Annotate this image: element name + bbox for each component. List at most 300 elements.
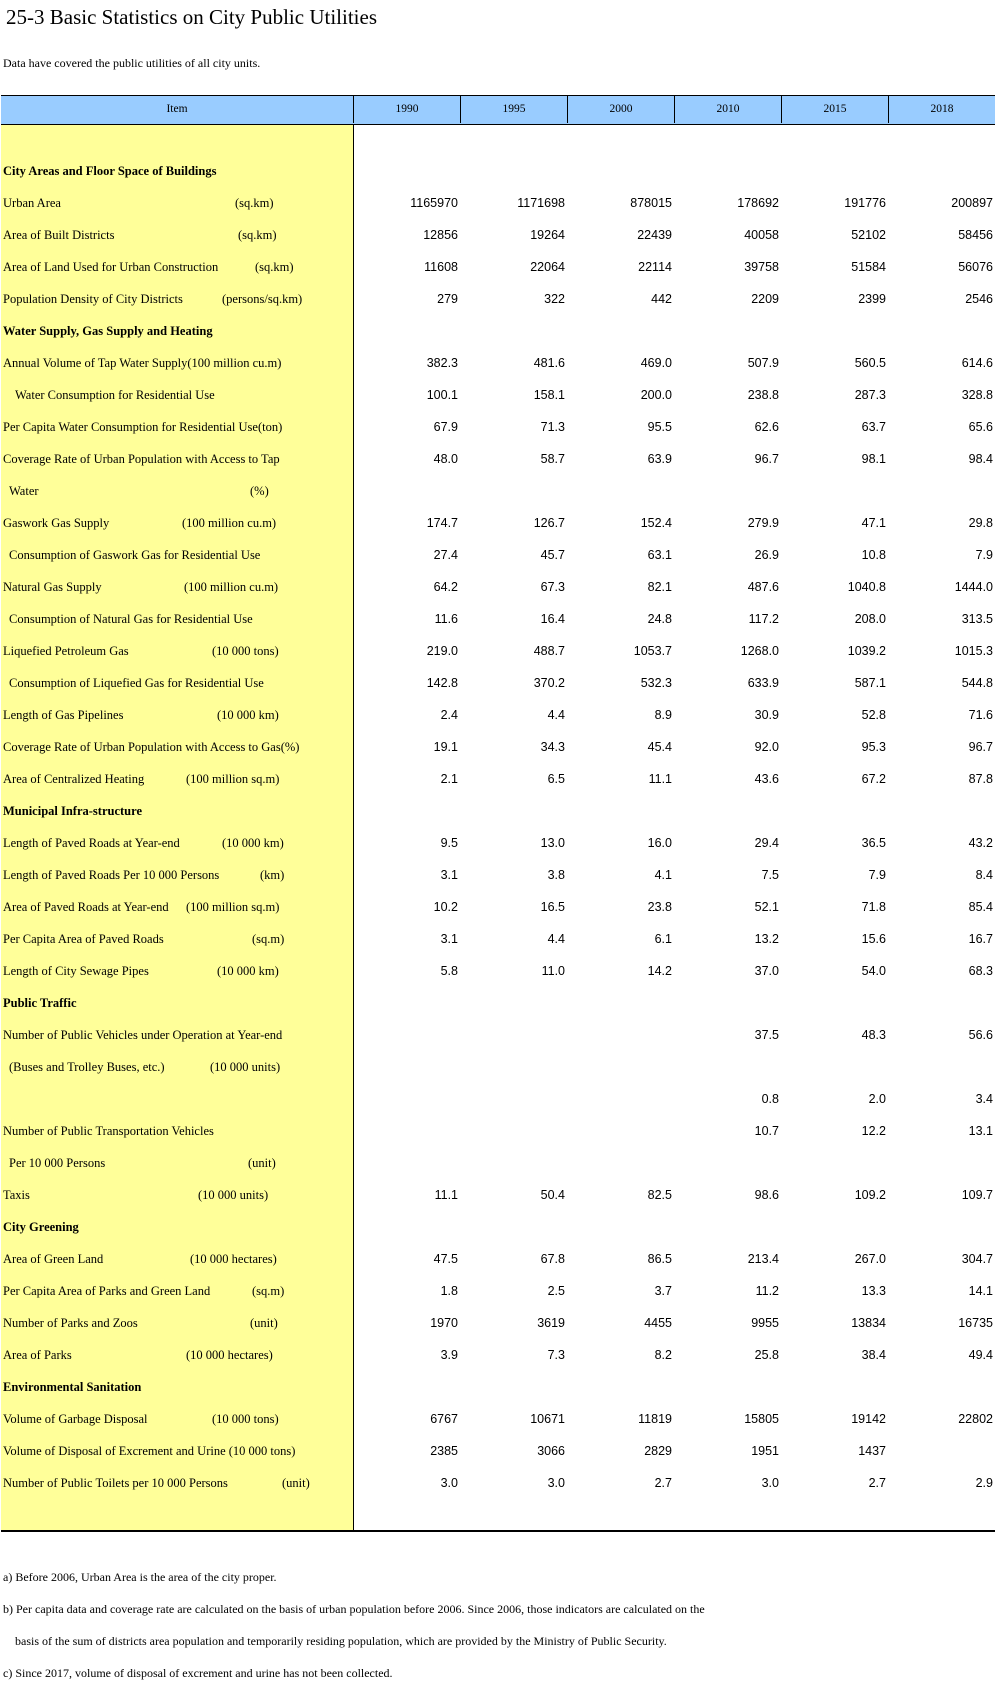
- row-label: Consumption of Gaswork Gas for Residential Use: [9, 548, 261, 562]
- table-row: [0, 1179, 996, 1211]
- cell-1995: [475, 1211, 565, 1243]
- cell-2000: 2829: [644, 1444, 672, 1458]
- cell-2015: [796, 475, 886, 507]
- cell-1990: 19.1: [433, 740, 458, 754]
- footnote-b-cont: basis of the sum of districts area population and temporarily residing population, which are provided by the Ministry of Public Security.: [15, 1634, 667, 1648]
- row-label: Water: [9, 484, 39, 498]
- cell-1995: 16.5: [540, 900, 565, 914]
- header-year-2015: 2015: [782, 96, 889, 123]
- row-label: Urban Area: [3, 196, 61, 210]
- cell-2000: [582, 1147, 672, 1179]
- row-label: Length of Paved Roads Per 10 000 Persons: [3, 868, 220, 882]
- cell-1990: 48.0: [433, 452, 458, 466]
- cell-2015: [796, 795, 886, 827]
- table-row: [0, 635, 996, 667]
- row-label: Per 10 000 Persons: [9, 1156, 106, 1170]
- row-label: Volume of Garbage Disposal: [3, 1412, 148, 1426]
- cell-1990: [368, 475, 458, 507]
- cell-1990: 12856: [423, 228, 458, 242]
- row-label: Length of Paved Roads at Year-end: [3, 836, 180, 850]
- cell-2000: 24.8: [647, 612, 672, 626]
- table-row: [0, 667, 996, 699]
- cell-2018: 56076: [958, 260, 993, 274]
- cell-1995: 34.3: [540, 740, 565, 754]
- cell-1990: 219.0: [426, 644, 458, 658]
- cell-1990: 27.4: [433, 548, 458, 562]
- cell-1990: [368, 1211, 458, 1243]
- cell-2010: 507.9: [747, 356, 779, 370]
- cell-1990: 10.2: [433, 900, 458, 914]
- table-row: [0, 923, 996, 955]
- row-label: Consumption of Natural Gas for Residential Use: [9, 612, 253, 626]
- cell-1995: 7.3: [547, 1348, 565, 1362]
- cell-2018: 58456: [958, 228, 993, 242]
- cell-1995: [475, 315, 565, 347]
- cell-2000: 1053.7: [633, 644, 672, 658]
- table-row: [0, 1339, 996, 1371]
- cell-2018: 13.1: [968, 1124, 993, 1138]
- cell-1990: [368, 987, 458, 1019]
- cell-1995: [475, 1147, 565, 1179]
- cell-1995: 4.4: [547, 708, 565, 722]
- row-unit: (sq.m): [252, 932, 285, 946]
- cell-2000: 23.8: [647, 900, 672, 914]
- cell-1990: 1.8: [440, 1284, 458, 1298]
- cell-2000: [582, 795, 672, 827]
- cell-1995: 126.7: [533, 516, 565, 530]
- cell-2010: 92.0: [754, 740, 779, 754]
- cell-1990: 64.2: [433, 580, 458, 594]
- cell-2010: [689, 1211, 779, 1243]
- cell-2000: 532.3: [640, 676, 672, 690]
- cell-1990: [368, 1147, 458, 1179]
- row-label: Number of Public Vehicles under Operation at Year-end: [3, 1028, 283, 1042]
- cell-2018: [903, 1147, 993, 1179]
- cell-2015: 15.6: [861, 932, 886, 946]
- cell-2010: [689, 987, 779, 1019]
- cell-2015: 52.8: [861, 708, 886, 722]
- cell-2000: 14.2: [647, 964, 672, 978]
- table-row: [0, 731, 996, 763]
- cell-2018: 98.4: [968, 452, 993, 466]
- row-unit: (100 million sq.m): [186, 900, 280, 914]
- cell-2015: 1437: [858, 1444, 886, 1458]
- cell-2010: 213.4: [747, 1252, 779, 1266]
- header-year-2010: 2010: [675, 96, 782, 123]
- cell-1995: 322: [544, 292, 565, 306]
- cell-2010: 279.9: [747, 516, 779, 530]
- cell-1995: 3619: [537, 1316, 565, 1330]
- cell-2015: [796, 1211, 886, 1243]
- row-label: Area of Built Districts: [3, 228, 115, 242]
- cell-2018: 544.8: [961, 676, 993, 690]
- cell-2000: 4455: [644, 1316, 672, 1330]
- cell-2015: 19142: [851, 1412, 886, 1426]
- cell-1990: [368, 795, 458, 827]
- cell-2018: [903, 987, 993, 1019]
- cell-1995: 10671: [530, 1412, 565, 1426]
- cell-2015: 54.0: [861, 964, 886, 978]
- cell-2018: [903, 1371, 993, 1403]
- cell-2018: 29.8: [968, 516, 993, 530]
- row-label: Annual Volume of Tap Water Supply(100 million cu.m): [3, 356, 282, 370]
- row-label: City Areas and Floor Space of Buildings: [3, 164, 217, 178]
- row-unit: (sq.km): [255, 260, 294, 274]
- cell-1995: 13.0: [540, 836, 565, 850]
- cell-1990: 2.4: [440, 708, 458, 722]
- cell-2010: 96.7: [754, 452, 779, 466]
- table-row: [0, 859, 996, 891]
- cell-2000: 878015: [630, 196, 672, 210]
- table-row: [0, 699, 996, 731]
- row-label: (Buses and Trolley Buses, etc.): [9, 1060, 165, 1074]
- cell-1990: [368, 1115, 458, 1147]
- cell-1995: 6.5: [547, 772, 565, 786]
- cell-2015: [796, 1051, 886, 1083]
- row-unit: (10 000 tons): [212, 644, 279, 658]
- cell-2000: 63.9: [647, 452, 672, 466]
- cell-1995: 11.0: [541, 964, 565, 978]
- cell-2015: 48.3: [861, 1028, 886, 1042]
- footnote-a: a) Before 2006, Urban Area is the area of the city proper.: [3, 1570, 277, 1584]
- cell-2000: 2.7: [654, 1476, 672, 1490]
- row-unit: (sq.km): [235, 196, 274, 210]
- table-row: [0, 507, 996, 539]
- cell-1990: 11.6: [434, 612, 458, 626]
- cell-1990: 3.9: [440, 1348, 458, 1362]
- cell-1990: 3.0: [440, 1476, 458, 1490]
- cell-2018: 16.7: [968, 932, 993, 946]
- cell-2000: [582, 155, 672, 187]
- table-row: [0, 955, 996, 987]
- cell-2015: 1039.2: [847, 644, 886, 658]
- cell-2010: [689, 1147, 779, 1179]
- table-row: [0, 539, 996, 571]
- cell-1995: 481.6: [533, 356, 565, 370]
- cell-2015: 208.0: [854, 612, 886, 626]
- cell-2015: 191776: [844, 196, 886, 210]
- cell-2010: 1268.0: [740, 644, 779, 658]
- cell-2015: 7.9: [868, 868, 886, 882]
- cell-1990: 11.1: [434, 1188, 458, 1202]
- row-unit: (10 000 tons): [212, 1412, 279, 1426]
- cell-1990: 279: [437, 292, 458, 306]
- cell-2018: [903, 475, 993, 507]
- cell-1990: 2385: [430, 1444, 458, 1458]
- row-label: Per Capita Area of Parks and Green Land: [3, 1284, 211, 1298]
- cell-1995: [475, 987, 565, 1019]
- cell-2010: 15805: [744, 1412, 779, 1426]
- table-row: [0, 411, 996, 443]
- cell-2000: [582, 1083, 672, 1115]
- cell-1995: 50.4: [540, 1188, 565, 1202]
- cell-2018: [903, 1435, 993, 1467]
- table-row: [0, 1403, 996, 1435]
- section-header-row: [0, 795, 996, 827]
- cell-2018: 304.7: [961, 1252, 993, 1266]
- cell-2010: 2209: [751, 292, 779, 306]
- row-label: Area of Centralized Heating: [3, 772, 145, 786]
- cell-2015: 10.8: [861, 548, 886, 562]
- cell-2018: 68.3: [968, 964, 993, 978]
- cell-1990: 6767: [430, 1412, 458, 1426]
- cell-1990: 3.1: [440, 868, 458, 882]
- table-row: [0, 1307, 996, 1339]
- cell-2000: 82.1: [647, 580, 672, 594]
- cell-1990: [368, 155, 458, 187]
- cell-2010: [689, 315, 779, 347]
- table-row: [0, 1467, 996, 1499]
- row-label: Population Density of City Districts: [3, 292, 183, 306]
- cell-1990: [368, 1051, 458, 1083]
- cell-2015: [796, 315, 886, 347]
- cell-2010: 37.0: [754, 964, 779, 978]
- cell-2000: [582, 987, 672, 1019]
- table-row: [0, 379, 996, 411]
- row-label: Environmental Sanitation: [3, 1380, 142, 1394]
- table-row: [0, 219, 996, 251]
- cell-1990: [368, 1371, 458, 1403]
- section-header-row: [0, 1371, 996, 1403]
- cell-2000: 469.0: [640, 356, 672, 370]
- cell-2018: 16735: [958, 1316, 993, 1330]
- cell-2015: 38.4: [861, 1348, 886, 1362]
- row-unit: (km): [260, 868, 285, 882]
- cell-2010: 1951: [751, 1444, 779, 1458]
- cell-2000: 6.1: [654, 932, 672, 946]
- cell-1990: 47.5: [433, 1252, 458, 1266]
- cell-2010: [689, 1051, 779, 1083]
- header-item: Item: [1, 96, 354, 123]
- table-row: [0, 571, 996, 603]
- row-label: Per Capita Area of Paved Roads: [3, 932, 164, 946]
- table-row: [0, 827, 996, 859]
- cell-2000: 4.1: [654, 868, 672, 882]
- header-year-1990: 1990: [354, 96, 461, 123]
- cell-1990: 3.1: [440, 932, 458, 946]
- table-row: [0, 1275, 996, 1307]
- cell-1990: 174.7: [426, 516, 458, 530]
- cell-1990: [368, 1083, 458, 1115]
- table-row: [0, 1435, 996, 1467]
- page-subtitle: Data have covered the public utilities of all city units.: [3, 56, 261, 70]
- cell-1995: 67.8: [540, 1252, 565, 1266]
- cell-2010: 52.1: [754, 900, 779, 914]
- cell-2015: 2399: [858, 292, 886, 306]
- cell-2018: 200897: [951, 196, 993, 210]
- cell-2015: 47.1: [861, 516, 886, 530]
- cell-1990: 142.8: [426, 676, 458, 690]
- cell-2015: 95.3: [861, 740, 886, 754]
- cell-2018: 328.8: [961, 388, 993, 402]
- row-label: City Greening: [3, 1220, 79, 1234]
- cell-2018: 43.2: [968, 836, 993, 850]
- cell-2000: 3.7: [654, 1284, 672, 1298]
- cell-1995: [475, 1083, 565, 1115]
- row-label: Gaswork Gas Supply: [3, 516, 110, 530]
- row-label: Number of Parks and Zoos: [3, 1316, 138, 1330]
- cell-2000: [582, 475, 672, 507]
- table-row: [0, 347, 996, 379]
- table-row: [0, 283, 996, 315]
- cell-2010: [689, 155, 779, 187]
- cell-2015: 109.2: [854, 1188, 886, 1202]
- row-unit: (100 million cu.m): [182, 516, 277, 530]
- cell-2010: 62.6: [754, 420, 779, 434]
- cell-2010: 40058: [744, 228, 779, 242]
- row-label: Number of Public Toilets per 10 000 Persons: [3, 1476, 228, 1490]
- row-label: Volume of Disposal of Excrement and Urine (10 000 tons): [3, 1444, 296, 1458]
- row-unit: (10 000 km): [222, 836, 284, 850]
- cell-2015: 52102: [851, 228, 886, 242]
- cell-1995: [475, 795, 565, 827]
- cell-1995: 16.4: [540, 612, 565, 626]
- row-label: Water Consumption for Residential Use: [15, 388, 215, 402]
- cell-2018: 85.4: [968, 900, 993, 914]
- row-label: Length of Gas Pipelines: [3, 708, 124, 722]
- row-label: Municipal Infra-structure: [3, 804, 142, 818]
- cell-2010: 26.9: [754, 548, 779, 562]
- cell-2015: 2.7: [868, 1476, 886, 1490]
- row-unit: (10 000 hectares): [190, 1252, 277, 1266]
- cell-2018: 2546: [965, 292, 993, 306]
- cell-2018: [903, 155, 993, 187]
- cell-2018: 3.4: [975, 1092, 993, 1106]
- cell-1995: [475, 1371, 565, 1403]
- cell-2015: [796, 987, 886, 1019]
- cell-2010: 0.8: [761, 1092, 779, 1106]
- cell-1995: [475, 475, 565, 507]
- cell-2000: 200.0: [640, 388, 672, 402]
- cell-2010: 3.0: [761, 1476, 779, 1490]
- cell-2010: 633.9: [747, 676, 779, 690]
- cell-2018: 2.9: [975, 1476, 993, 1490]
- cell-2000: 16.0: [647, 836, 672, 850]
- cell-2015: 2.0: [868, 1092, 886, 1106]
- table-row: [0, 475, 996, 507]
- cell-2018: 56.6: [968, 1028, 993, 1042]
- cell-1990: 1165970: [410, 196, 458, 210]
- cell-2015: 560.5: [854, 356, 886, 370]
- cell-2010: 98.6: [754, 1188, 779, 1202]
- row-label: Liquefied Petroleum Gas: [3, 644, 129, 658]
- row-unit: (%): [250, 484, 269, 498]
- cell-1995: 3066: [537, 1444, 565, 1458]
- cell-1995: [475, 1051, 565, 1083]
- header-year-2000: 2000: [568, 96, 675, 123]
- cell-2000: 82.5: [647, 1188, 672, 1202]
- row-label: Area of Parks: [3, 1348, 72, 1362]
- cell-2015: 63.7: [861, 420, 886, 434]
- cell-2015: [796, 1147, 886, 1179]
- cell-2010: 13.2: [754, 932, 779, 946]
- section-header-row: [0, 315, 996, 347]
- row-unit: (persons/sq.km): [222, 292, 303, 306]
- cell-1990: 11608: [424, 260, 458, 274]
- cell-2010: 9955: [751, 1316, 779, 1330]
- header-year-1995: 1995: [461, 96, 568, 123]
- row-label: Taxis: [3, 1188, 30, 1202]
- cell-1995: [475, 1019, 565, 1051]
- cell-1995: 71.3: [540, 420, 565, 434]
- row-unit: (100 million sq.m): [186, 772, 280, 786]
- cell-2018: 96.7: [968, 740, 993, 754]
- cell-1995: 4.4: [547, 932, 565, 946]
- cell-2000: 11819: [638, 1412, 672, 1426]
- cell-2010: 29.4: [754, 836, 779, 850]
- cell-1995: 1171698: [517, 196, 565, 210]
- table-row: [0, 891, 996, 923]
- page-title: 25-3 Basic Statistics on City Public Utilities: [6, 5, 377, 29]
- cell-2018: 313.5: [961, 612, 993, 626]
- cell-2015: [796, 1371, 886, 1403]
- cell-2000: 22439: [637, 228, 672, 242]
- cell-1990: 382.3: [426, 356, 458, 370]
- cell-2010: 178692: [737, 196, 779, 210]
- cell-2010: [689, 1371, 779, 1403]
- row-unit: (10 000 units): [210, 1060, 281, 1074]
- cell-2000: [582, 315, 672, 347]
- section-header-row: [0, 987, 996, 1019]
- footnote-c: c) Since 2017, volume of disposal of excrement and urine has not been collected.: [3, 1666, 393, 1680]
- cell-2015: 36.5: [861, 836, 886, 850]
- row-label: Area of Green Land: [3, 1252, 104, 1266]
- cell-2015: 12.2: [861, 1124, 886, 1138]
- cell-2015: 98.1: [861, 452, 886, 466]
- table-row: [0, 1051, 996, 1083]
- row-label: Coverage Rate of Urban Population with Access to Gas(%): [3, 740, 300, 754]
- row-label: Area of Land Used for Urban Construction: [3, 260, 219, 274]
- cell-2015: 267.0: [854, 1252, 886, 1266]
- cell-2000: [582, 1211, 672, 1243]
- footnote-b: b) Per capita data and coverage rate are calculated on the basis of urban population before 2006. Since 2006, those indicators are calculated on the: [3, 1602, 705, 1616]
- cell-2015: 587.1: [854, 676, 886, 690]
- cell-1990: 9.5: [440, 836, 458, 850]
- cell-2010: [689, 795, 779, 827]
- cell-2010: 10.7: [754, 1124, 779, 1138]
- table-row: [0, 187, 996, 219]
- cell-2000: [582, 1051, 672, 1083]
- cell-2010: 238.8: [747, 388, 779, 402]
- cell-2000: 45.4: [647, 740, 672, 754]
- cell-2015: 13834: [851, 1316, 886, 1330]
- cell-1995: 2.5: [547, 1284, 565, 1298]
- cell-1995: 19264: [530, 228, 565, 242]
- cell-1990: 2.1: [440, 772, 458, 786]
- cell-1990: 67.9: [433, 420, 458, 434]
- cell-2010: 7.5: [761, 868, 779, 882]
- table-row: [0, 443, 996, 475]
- row-label: Consumption of Liquefied Gas for Residential Use: [9, 676, 264, 690]
- cell-2015: [796, 155, 886, 187]
- cell-2000: 11.1: [648, 772, 672, 786]
- cell-2010: 11.2: [755, 1284, 779, 1298]
- row-unit: (10 000 units): [198, 1188, 269, 1202]
- cell-1995: 45.7: [540, 548, 565, 562]
- cell-2000: 8.9: [654, 708, 672, 722]
- cell-1995: 488.7: [533, 644, 565, 658]
- cell-2010: 30.9: [754, 708, 779, 722]
- cell-2018: 1015.3: [954, 644, 993, 658]
- table-bottom-rule: [1, 1530, 995, 1532]
- cell-2000: 86.5: [647, 1252, 672, 1266]
- row-unit: (unit): [282, 1476, 310, 1490]
- cell-2000: 95.5: [647, 420, 672, 434]
- cell-1990: 5.8: [440, 964, 458, 978]
- cell-2010: 43.6: [754, 772, 779, 786]
- row-label: Area of Paved Roads at Year-end: [3, 900, 169, 914]
- cell-2015: 67.2: [861, 772, 886, 786]
